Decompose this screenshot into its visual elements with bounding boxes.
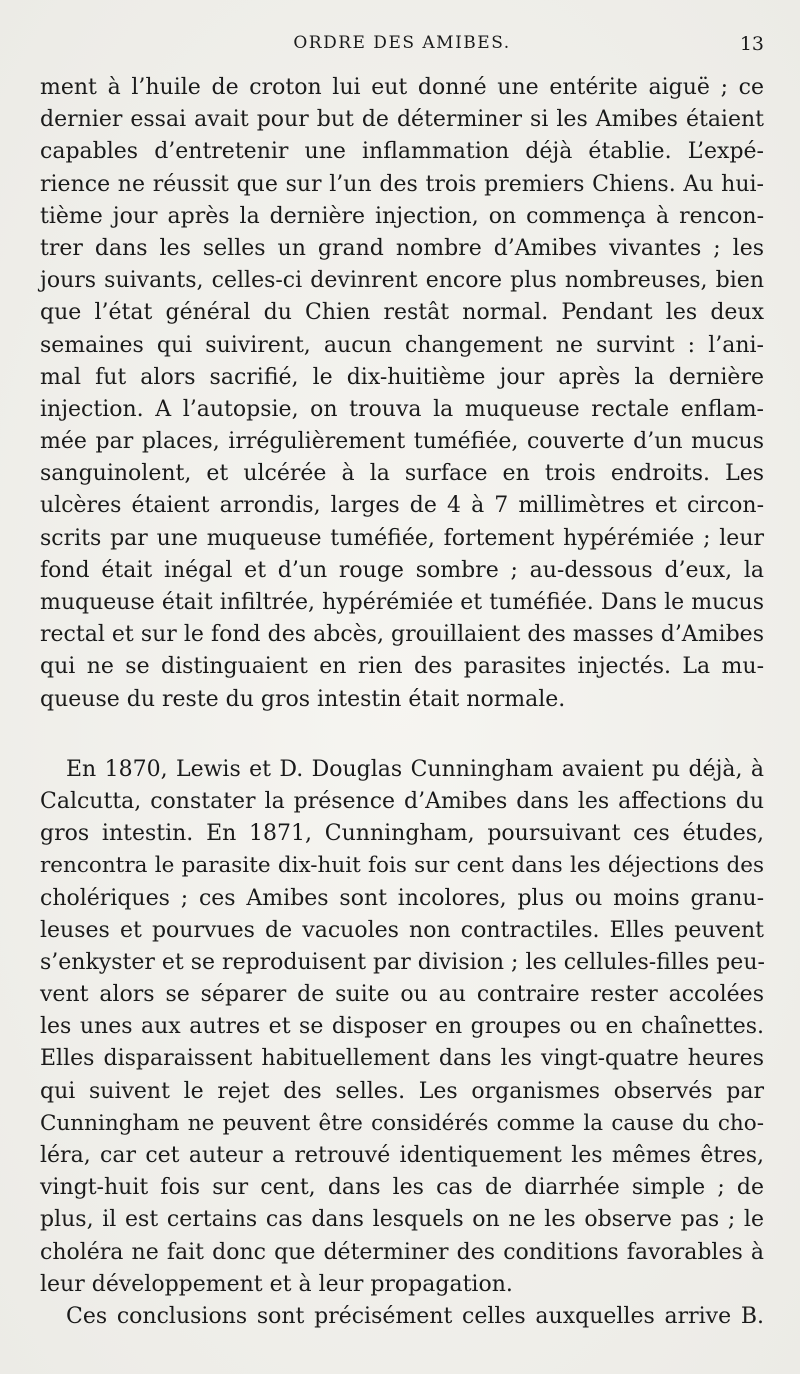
text-line: jours suivants, celles-ci devinrent encore plus nombreuses, bien bbox=[40, 268, 764, 294]
text-line: qui ne se distinguaient en rien des parasites injectés. La mu- bbox=[40, 654, 764, 680]
text-line: mée par places, irrégulièrement tuméfiée, couverte d’un mucus bbox=[40, 429, 764, 455]
text-line: capables d’entretenir une inflammation déjà établie. L’expé- bbox=[40, 139, 764, 165]
text-line: queuse du reste du gros intestin était normale. bbox=[40, 686, 566, 712]
text-line: fond était inégal et d’un rouge sombre ; au-dessous d’eux, la bbox=[40, 557, 764, 583]
paragraph bbox=[40, 1301, 764, 1333]
text-line: semaines qui suivirent, aucun changement ne survint : l’ani- bbox=[40, 332, 764, 358]
paragraph-gap bbox=[40, 716, 764, 754]
body-text bbox=[40, 72, 764, 1333]
text-line: leur développement et à leur propagation. bbox=[40, 1271, 513, 1297]
text-line: Calcutta, constater la présence d’Amibes dans les affections du bbox=[40, 788, 764, 814]
paragraph bbox=[40, 72, 764, 716]
text-line: vingt-huit fois sur cent, dans les cas de diarrhée simple ; de bbox=[40, 1175, 764, 1201]
text-line: rience ne réussit que sur l’un des trois premiers Chiens. Au hui- bbox=[40, 171, 764, 197]
text-line: cholériques ; ces Amibes sont incolores, plus ou moins granu- bbox=[40, 885, 764, 911]
text-line: Ces conclusions sont précisément celles auxquelles arrive B. bbox=[66, 1303, 764, 1329]
text-line: rectal et sur le fond des abcès, grouillaient des masses d’Amibes bbox=[40, 622, 764, 648]
text-line: choléra ne fait donc que déterminer des conditions favorables à bbox=[40, 1239, 764, 1265]
text-line: que l’état général du Chien restât normal. Pendant les deux bbox=[40, 300, 764, 326]
text-line: sanguinolent, et ulcérée à la surface en trois endroits. Les bbox=[40, 461, 764, 487]
page-number: 13 bbox=[739, 33, 764, 55]
text-line: trer dans les selles un grand nombre d’Amibes vivantes ; les bbox=[40, 235, 764, 261]
text-line: léra, car cet auteur a retrouvé identiquement les mêmes êtres, bbox=[40, 1143, 764, 1168]
text-line: ment à l’huile de croton lui eut donné une entérite aiguë ; ce bbox=[40, 75, 764, 100]
text-line: dernier essai avait pour but de déterminer si les Amibes étaient bbox=[40, 107, 764, 133]
text-line: qui suivent le rejet des selles. Les organismes observés par bbox=[40, 1078, 764, 1104]
text-line: s’enkyster et se reproduisent par division ; les cellules-filles peu- bbox=[40, 949, 765, 975]
paragraph bbox=[40, 754, 764, 1301]
text-line: muqueuse était infiltrée, hypérémiée et tuméfiée. Dans le mucus bbox=[40, 590, 764, 615]
running-title: ORDRE DES AMIBES. bbox=[293, 33, 511, 53]
text-line: injection. A l’autopsie, on trouva la muqueuse rectale enflam- bbox=[40, 396, 764, 422]
text-line: les unes aux autres et se disposer en groupes ou en chaînettes. bbox=[40, 1014, 764, 1040]
text-line: plus, il est certains cas dans lesquels on ne les observe pas ; le bbox=[40, 1207, 764, 1233]
text-line: ulcères étaient arrondis, larges de 4 à 7 millimètres et circon- bbox=[40, 493, 764, 519]
text-line: tième jour après la dernière injection, on commença à rencon- bbox=[40, 203, 764, 229]
text-line: leuses et pourvues de vacuoles non contractiles. Elles peuvent bbox=[40, 917, 764, 943]
text-line: vent alors se séparer de suite ou au contraire rester accolées bbox=[40, 982, 764, 1008]
text-line: scrits par une muqueuse tuméfiée, fortement hypérémiée ; leur bbox=[40, 525, 764, 551]
text-line: Elles disparaissent habituellement dans les vingt-quatre heures bbox=[40, 1046, 764, 1072]
text-line: rencontra le parasite dix-huit fois sur cent dans les déjections des bbox=[40, 853, 764, 879]
text-line: mal fut alors sacrifié, le dix-huitième jour après la dernière bbox=[40, 364, 764, 390]
text-line: gros intestin. En 1871, Cunningham, poursuivant ces études, bbox=[40, 821, 764, 847]
text-line: Cunningham ne peuvent être considérés comme la cause du cho- bbox=[40, 1110, 764, 1136]
page-header bbox=[40, 33, 764, 59]
text-line: En 1870, Lewis et D. Douglas Cunningham avaient pu déjà, à bbox=[66, 756, 764, 782]
